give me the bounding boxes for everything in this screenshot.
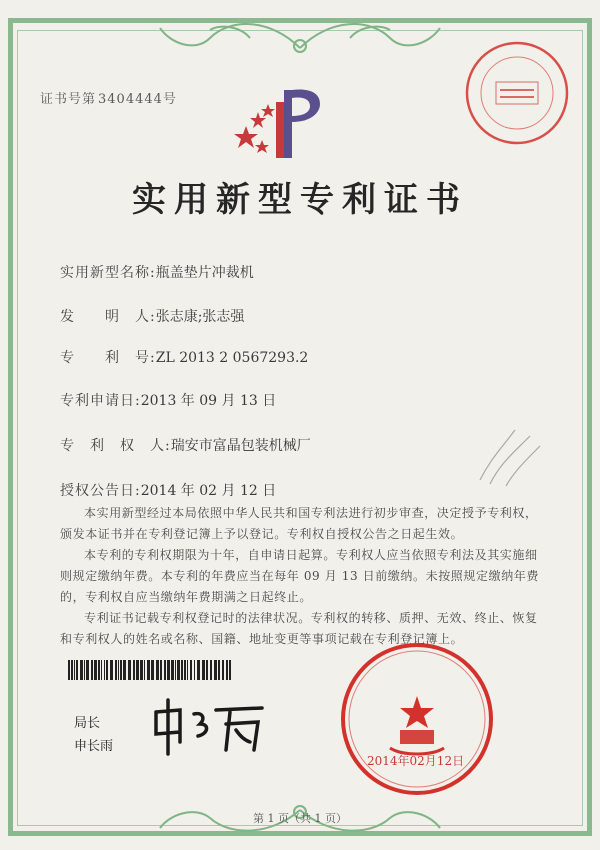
field-patent-number <box>60 347 308 367</box>
body-paragraph: 专利证书记载专利权登记时的法律状况。专利权的转移、质押、无效、终止、恢复和专利权人的姓名或名称、国籍、地址变更等事项记载在专利登记簿上。 <box>60 611 538 646</box>
official-seal-icon <box>338 640 496 798</box>
page-footer: 第 1 页（共 1 页） <box>253 812 347 825</box>
field-value: ZL 2013 2 0567293.2 <box>155 350 309 366</box>
certificate-number-label: 证书号第 <box>40 92 97 107</box>
field-inventor <box>60 306 244 326</box>
seal-date: 2014年02月12日 <box>367 754 465 768</box>
certificate-title: 实用新型专利证书 <box>132 180 468 220</box>
tax-stamp-icon <box>462 38 572 148</box>
field-label: 授权公告日: <box>60 483 141 499</box>
body-paragraph: 本专利的专利权期限为十年，自申请日起算。专利权人应当依照专利法及其实施细则规定缴纳年费。本专利的年费应当在每年 09 月 13 日前缴纳。未按照规定缴纳年费的，专利权自应当缴纳年费期满之日起终止。 <box>60 548 539 604</box>
signature-icon <box>150 690 270 760</box>
certificate-number-suffix: 号 <box>162 92 177 107</box>
cnipa-logo-icon <box>232 82 332 164</box>
signatory-title: 局长 <box>74 716 101 731</box>
field-label: 专 利 号: <box>60 350 156 366</box>
field-value: 张志康;张志强 <box>155 309 245 325</box>
field-value: 瑞安市富晶包装机械厂 <box>170 438 311 454</box>
field-grant-date <box>60 480 276 500</box>
signatory-name: 申长雨 <box>74 739 114 754</box>
certificate-number-value: 3404444 <box>98 92 163 107</box>
field-label: 专利申请日: <box>60 393 141 409</box>
barcode-icon <box>68 660 233 680</box>
top-ornament-icon <box>100 8 500 58</box>
field-value: 瓶盖垫片冲裁机 <box>155 265 254 281</box>
field-label: 发 明 人: <box>60 309 156 325</box>
field-application-date <box>60 390 276 410</box>
field-label: 实用新型名称: <box>60 265 156 281</box>
certificate-number <box>40 88 177 107</box>
handwritten-note-icon <box>470 420 550 500</box>
field-value: 2013 年 09 月 13 日 <box>140 393 277 409</box>
body-paragraph: 本实用新型经过本局依照中华人民共和国专利法进行初步审查，决定授予专利权，颁发本证书并在专利登记簿上予以登记。专利权自授权公告之日起生效。 <box>60 506 538 541</box>
field-value: 2014 年 02 月 12 日 <box>140 483 277 499</box>
certificate-body <box>60 503 540 650</box>
field-patentee <box>60 435 311 455</box>
field-label: 专 利 权 人: <box>60 438 171 454</box>
field-utility-model-name <box>60 262 254 282</box>
